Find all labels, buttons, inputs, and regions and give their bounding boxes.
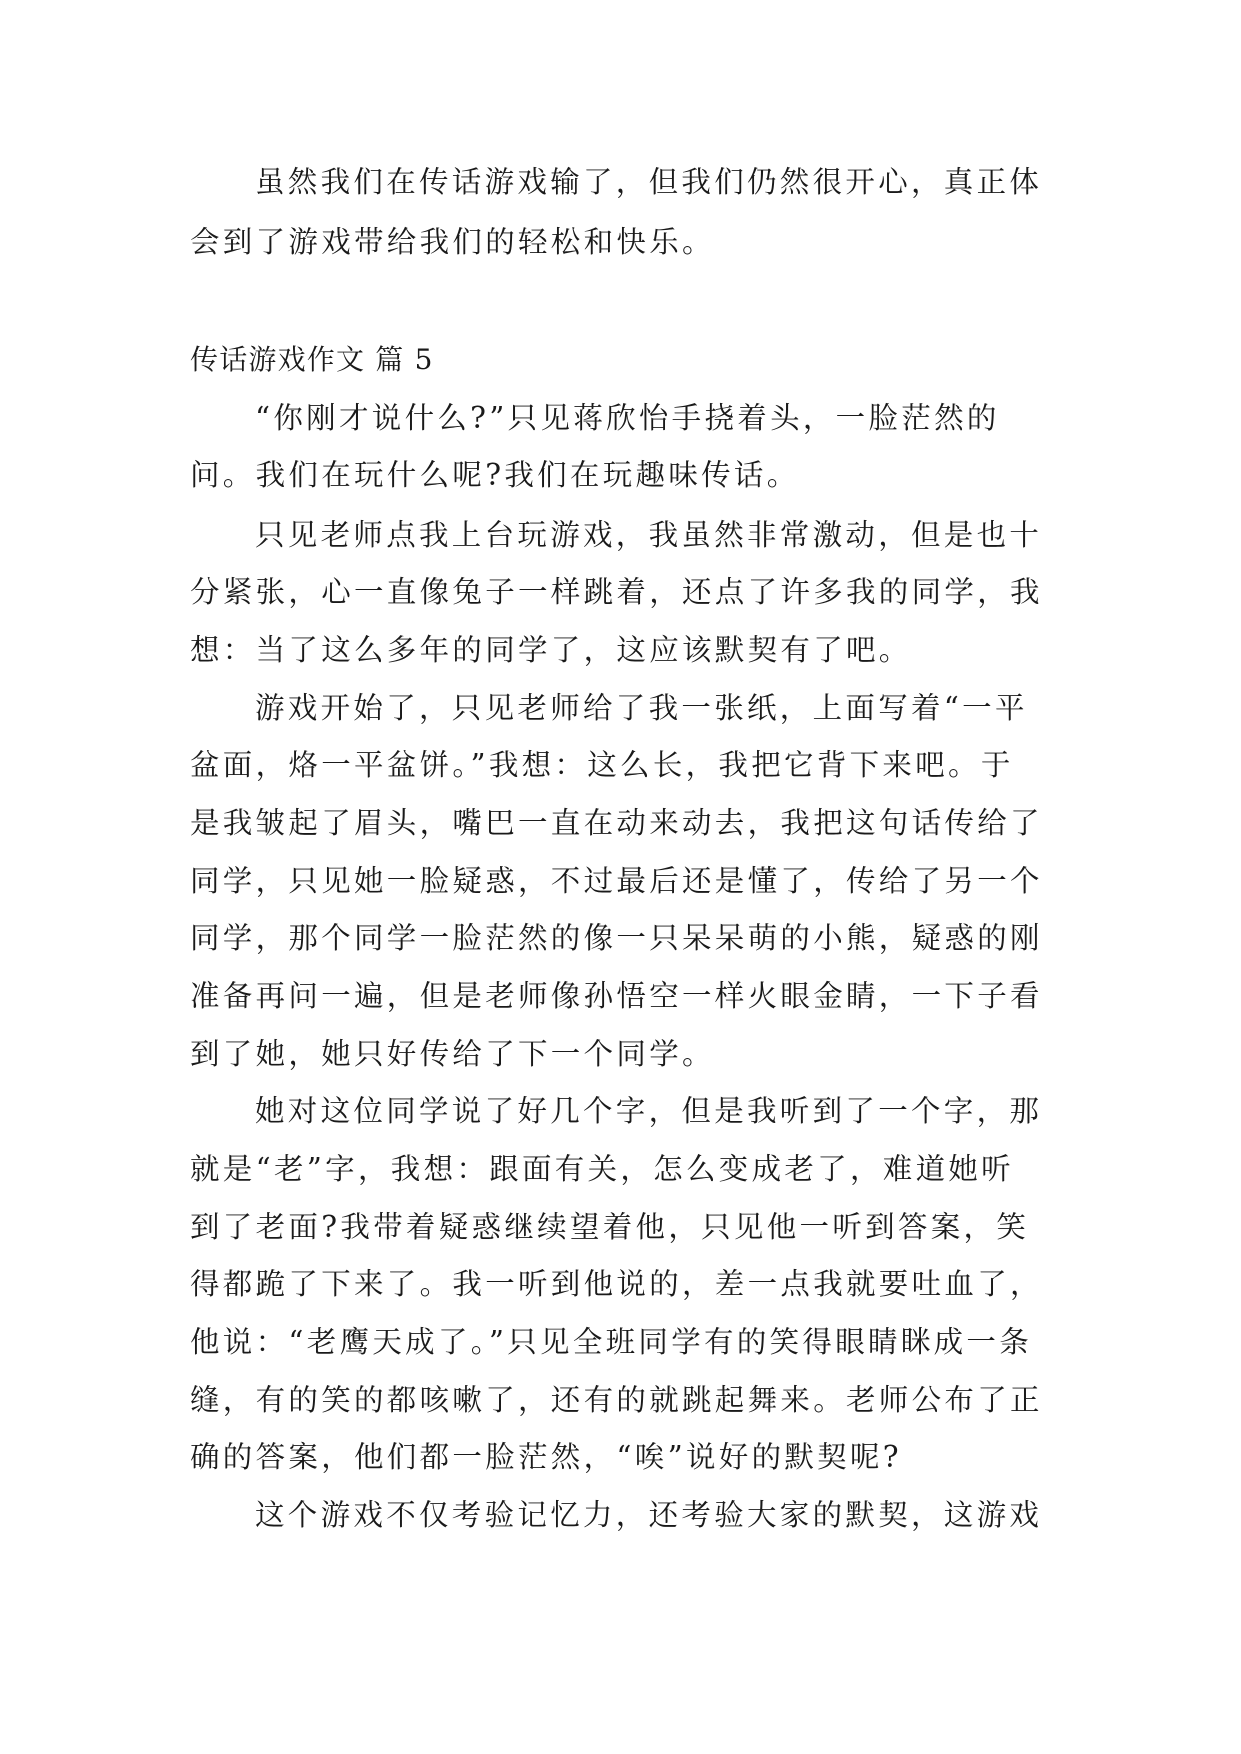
paragraph-line: “你刚才说什么?”只见蒋欣怡手挠着头，一脸茫然的	[255, 401, 1000, 435]
paragraph-line: 得都跪了下来了。我一听到他说的，差一点我就要吐血了，	[190, 1267, 1043, 1301]
paragraph-line: 到了老面?我带着疑惑继续望着他，只见他一听到答案，笑	[190, 1210, 1030, 1244]
paragraph-line: 他说：“老鹰天成了。”只见全班同学有的笑得眼睛眯成一条	[190, 1325, 1033, 1359]
paragraph-line: 她对这位同学说了好几个字，但是我听到了一个字，那	[255, 1094, 1043, 1128]
paragraph-line: 准备再问一遍，但是老师像孙悟空一样火眼金睛，一下子看	[190, 979, 1043, 1013]
paragraph-line: 到了她，她只好传给了下一个同学。	[190, 1037, 715, 1071]
paragraph-line: 缝，有的笑的都咳嗽了，还有的就跳起舞来。老师公布了正	[190, 1383, 1043, 1417]
paragraph-line: 确的答案，他们都一脸茫然，“唉”说好的默契呢?	[190, 1440, 902, 1474]
paragraph-line: 这个游戏不仅考验记忆力，还考验大家的默契，这游戏	[255, 1498, 1043, 1532]
paragraph-line: 想：当了这么多年的同学了，这应该默契有了吧。	[190, 633, 912, 667]
paragraph-line: 只见老师点我上台玩游戏，我虽然非常激动，但是也十	[255, 518, 1043, 552]
paragraph-line: 是我皱起了眉头，嘴巴一直在动来动去，我把这句话传给了	[190, 806, 1043, 840]
paragraph-line: 会到了游戏带给我们的轻松和快乐。	[190, 225, 715, 259]
paragraph-line: 游戏开始了，只见老师给了我一张纸，上面写着“一平	[255, 691, 1028, 725]
paragraph-line: 同学，那个同学一脸茫然的像一只呆呆萌的小熊，疑惑的刚	[190, 921, 1043, 955]
section-heading: 传话游戏作文 篇 5	[190, 343, 434, 376]
paragraph-line: 分紧张，心一直像兔子一样跳着，还点了许多我的同学，我	[190, 575, 1043, 609]
paragraph-line: 虽然我们在传话游戏输了，但我们仍然很开心，真正体	[255, 165, 1043, 199]
paragraph-line: 问。我们在玩什么呢?我们在玩趣味传话。	[190, 458, 800, 492]
paragraph-line: 同学，只见她一脸疑惑，不过最后还是懂了，传给了另一个	[190, 864, 1043, 898]
paragraph-line: 盆面，烙一平盆饼。”我想：这么长，我把它背下来吧。于	[190, 748, 1014, 782]
paragraph-line: 就是“老”字，我想：跟面有关，怎么变成老了，难道她听	[190, 1152, 1014, 1186]
